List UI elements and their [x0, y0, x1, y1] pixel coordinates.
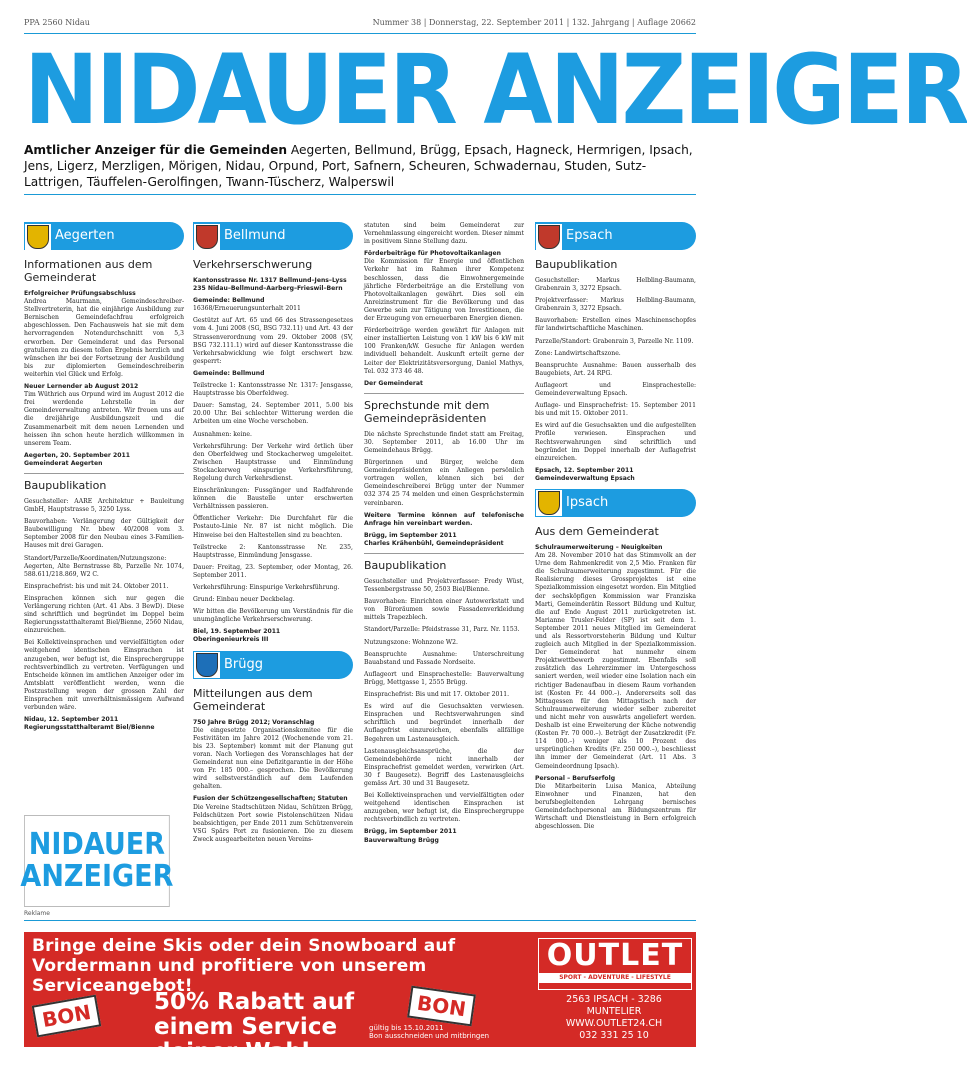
para: Teilstrecke 2: Kantonsstrasse Nr. 235, Hauptstrasse, Einmündung Jensgasse.	[193, 543, 353, 559]
para: Gesuchsteller: AARE Architektur + Bauleitung GmbH, Hauptstrasse 5, 3250 Lyss.	[24, 497, 184, 514]
para: Bei Kollektiveinsprachen und vervielfältigten oder weitgehend identischen Einsprachen ist anzugeben, wer befugt ist, die Einsprechergruppe rechtsverbindlich zu vertreten. Verfügungen und Entscheide können im amtlichen Anzeiger oder im Amtsblatt veröffentlicht werden, wenn die Postzustellung wegen der grossen Zahl der Einsprachen mit unverhältnismässigem Aufwand verbunden wäre.	[24, 639, 184, 712]
para-head: Förderbeiträge für Photovoltaikanlagen	[364, 250, 501, 258]
para: Einschränkungen: Fussgänger und Radfahrende können die Baustelle unter erschwerten Verhältnissen passieren.	[193, 487, 353, 511]
section-title: Baupublikation	[364, 559, 447, 572]
column-epsach	[535, 222, 696, 835]
signature: Gemeindeverwaltung Epsach	[535, 474, 635, 482]
signature: Epsach, 12. September 2011	[535, 466, 634, 474]
para-head: Schulraumerweiterung – Neuigkeiten	[535, 543, 663, 551]
banner-headline: Bringe deine Skis oder dein Snowboard auf Vordermann und profitiere von unserem Serviceangebot!	[32, 936, 456, 996]
outlet-tagline: SPORT - ADVENTURE - LIFESTYLE	[539, 973, 691, 983]
aegerten-crest-icon	[25, 224, 51, 250]
para: Teilstrecke 1: Kantonsstrasse Nr. 1317: Jensgasse, Hauptstrasse bis Oberfeldweg.	[193, 382, 353, 398]
outlet-website: WWW.OUTLET24.CH	[565, 1018, 663, 1029]
para: Einsprachefrist: Bis und mit 17. Oktober 2011.	[364, 691, 510, 699]
muni-name: Ipsach	[566, 494, 609, 510]
para: Zone: Landwirtschaftszone.	[535, 349, 621, 357]
para: Projektverfasser: Markus Helbling-Baumann, Grabenrain 3, 3272 Epsach.	[535, 297, 696, 313]
para-head: 750 Jahre Brügg 2012; Voranschlag	[193, 718, 315, 726]
para: Dauer: Samstag, 24. September 2011, 5.00 bis 20.00 Uhr. Bei schlechter Witterung werden die Arbeiten um eine Woche verschoben.	[193, 402, 353, 426]
para: statuten sind beim Gemeinderat zur Vernehmlassung eingereicht worden. Dieser nimmt in positivem Sinne Stellung dazu.	[364, 222, 524, 246]
section-title: Baupublikation	[24, 478, 107, 492]
para: Tim Wüthrich aus Orpund wird im August 2012 die frei werdende Lehrstelle in der Gemeindeverwaltung antreten. Wir freuen uns auf die dreijährige Ausbildungszeit und die Zusammenarbeit mit dem neuen Lernenden und heissen ihn schon heute herzlich willkommen in unserem Team.	[24, 391, 184, 447]
muni-header-aegerten	[24, 222, 184, 250]
outlet-phone: 032 331 25 10	[579, 1030, 649, 1041]
reklame-label: Reklame	[24, 910, 50, 917]
column-bellmund	[193, 222, 353, 848]
top-bar-left: PPA 2560 Nidau	[24, 18, 90, 27]
para: Bauvorhaben: Erstellen eines Maschinenschopfes für landwirtschaftliche Maschinen.	[535, 317, 696, 333]
para: Bei Kollektiveinsprachen und vervielfältigten oder weitgehend identischen Einsprachen ist anzugeben, wer befugt ist, die Einsprechergruppe rechtsverbindlich zu vertreten.	[364, 792, 524, 824]
subtitle-rest: Aegerten, Bellmund, Brügg, Epsach, Hagneck, Hermrigen, Ipsach, Jens, Ligerz, Merzligen, Mörigen, Nidau, Orpund, Port, Safnern, Scheuren, Schwadernau, Studen, Sutz-Lattrigen, Täuffelen-Gerolfingen, Twann-Tüscherz, Walperswil	[24, 143, 693, 189]
outlet-address-line: 2563 IPSACH - 3286 MUNTELIER	[566, 994, 662, 1017]
house-ad	[20, 815, 174, 907]
para: Weitere Termine können auf telefonische Anfrage hin vereinbart werden.	[364, 511, 524, 527]
muni-header-bruegg	[193, 651, 353, 679]
signature: Bauverwaltung Brügg	[364, 836, 439, 844]
outlet-banner-ad[interactable]	[24, 932, 696, 1065]
subtitle-bold: Amtlicher Anzeiger für die Gemeinden	[24, 143, 288, 157]
para: Die Mitarbeiterin Luisa Manica, Abteilung Einwohner und Finanzen, hat den berufsbegleitenden Lehrgang bernisches Gemeindefachpersonal am Bildungszentrum für Wirtschaft und Dienstleistung in Bern erfolgreich abgeschlossen. Die	[535, 782, 696, 831]
section-title: Verkehrserschwerung	[193, 258, 313, 271]
para: 16368/Erneuerungsunterhalt 2011	[193, 305, 301, 313]
para: Dauer: Freitag, 23. September, oder Montag, 26. September 2011.	[193, 563, 353, 579]
section-title: Informationen aus dem Gemeinderat	[24, 258, 153, 284]
signature: Charles Krähenbühl, Gemeindepräsident	[364, 539, 504, 547]
muni-header-ipsach	[535, 489, 696, 517]
para: Förderbeiträge werden gewährt für Anlagen mit einer installierten Leistung von 1 kW bis 6 kW mit 100 Franken/kW. Gesuche für Anlagen werden individuell behandelt. Auskunft erteilt gerne der Leiter der Elektrizitätsversorgung, Daniel Mathys, Tel. 032 373 46 48.	[364, 327, 524, 375]
subtitle	[24, 142, 696, 190]
para: Bauvorhaben: Einrichten einer Autowerkstatt und von Büroräumen sowie Fassadenverkleidung mittels Trapezblech.	[364, 598, 524, 622]
para: Es wird auf die Gesuchsakten verwiesen. Einsprachen und Rechtsverwahrungen sind schriftlich und begründet innerhalb der Auflagefrist einzureichen, ebenfalls allfällige Begehren um Lastenausgleich.	[364, 703, 524, 743]
para: Auflageort und Einsprachestelle: Bauverwaltung Brügg, Mettgasse 1, 2555 Brügg.	[364, 670, 524, 686]
para: Gemeinde: Bellmund	[193, 369, 265, 377]
muni-header-bellmund	[193, 222, 353, 250]
signature: Der Gemeinderat	[364, 379, 423, 387]
para-head: Fusion der Schützengesellschaften; Statuten	[193, 795, 348, 803]
para: Verkehrsführung: Einspurige Verkehrsführung.	[193, 584, 340, 591]
para: Einsprachen können sich nur gegen die Verlängerung richten (Art. 41 Abs. 3 BewD). Diese sind schriftlich und begründet im Doppel beim Regierungsstatthalteramt Biel/Bienne, 2560 Nidau, einzureichen.	[24, 594, 184, 635]
bellmund-crest-icon	[194, 224, 220, 250]
muni-name: Brügg	[224, 656, 264, 672]
signature: Gemeinderat Aegerten	[24, 459, 103, 467]
para: Die eingesetzte Organisationskomitee für die Festivitäten im Jahre 2012 (Wochenende vom 21. bis 23. September) kommt mit der Planung gut voran. Nach Vorliegen des Voranschlages hat der Gemeinderat nun eine Defizitgarantie in der Höhe von Fr. 185 000.– gesprochen. Die Bevölkerung wird selbstverständlich auf dem Laufenden gehalten.	[193, 726, 353, 791]
para: Grund: Einbau neuer Deckbelag.	[193, 596, 295, 604]
section-title: Aus dem Gemeinderat	[535, 524, 659, 538]
para-head: Neuer Lernender ab August 2012	[24, 383, 139, 391]
para: Die Kommission für Energie und öffentlichen Verkehr hat im Rahmen ihrer Kompetenz beschlossen, dass die Einwohnergemeinde jährliche Förderbeiträge an die Erstellung von Photovoltaikanlagen gewährt. Dies soll ein Anreizinstrument für die Bevölkerung und das Gewerbe sein zur Tätigung von Investitionen, die der Erzeugung von erneuerbaren Energien dienen.	[364, 258, 524, 323]
para-head: Erfolgreicher Prüfungsabschluss	[24, 290, 136, 297]
para: Gemeinde: Bellmund	[193, 297, 265, 305]
validity-note: Bon ausschneiden und mitbringen	[369, 1032, 490, 1040]
para: Gesuchsteller und Projektverfasser: Fredy Wüst, Tessenbergstrasse 50, 2503 Biel/Bienne.	[364, 578, 524, 594]
section-title: Baupublikation	[535, 258, 618, 271]
muni-header-epsach	[535, 222, 696, 250]
muni-name: Bellmund	[224, 228, 286, 243]
para: Kantonsstrasse Nr. 1317 Bellmund–Jens–Lyss	[193, 277, 347, 284]
signature: Nidau, 12. September 2011	[24, 716, 119, 724]
banner-offer: 50% Rabatt auf einem Service deiner Wahl	[154, 989, 355, 1065]
para: 235 Nidau–Bellmund–Aarberg–Frieswil–Bern	[193, 285, 343, 293]
section-title: Sprechstunde mit dem Gemeindepräsidenten	[364, 398, 490, 425]
para: Die Vereine Stadtschützen Nidau, Schützen Brügg, Feldschützen Port sowie Pistolenschützen Nidau beabsichtigen, per Ende 2011 zum Schützenverein VSG Spärs Port zu fusionieren. Die zu diesem Zweck ausgearbeiteten neuen Vereins-	[193, 803, 353, 843]
divider	[364, 553, 524, 554]
banner-validity	[369, 1024, 489, 1040]
signature: Oberingenieurkreis III	[193, 636, 269, 644]
para: Beanspruchte Ausnahme: Bauen ausserhalb des Baugebiets, Art. 24 RPG.	[535, 361, 696, 377]
ad-rule	[24, 920, 696, 921]
para: Gestützt auf Art. 65 und 66 des Strassengesetzes vom 4. Juni 2008 (SG, BSG 732.11) und Art. 43 der Strassenverordnung vom 29. Oktober 2008 (SV, BSG 732.111.1) wird auf dieser Kantonsstrasse die Verkehrsabwicklung wie folgt erschwert bzw. gesperrt:	[193, 317, 353, 365]
para: Gesuchsteller: Markus Helbling-Baumann, Grabenrain 3, 3272 Epsach.	[535, 277, 696, 293]
bon-stamp: BON	[407, 986, 476, 1027]
para: Nutzungszone: Wohnzone W2.	[364, 638, 458, 646]
house-ad-line2: ANZEIGER	[20, 859, 174, 894]
masthead: NIDAUER ANZEIGER	[24, 34, 967, 146]
signature: Biel, 19. September 2011	[193, 628, 281, 636]
para: Am 28. November 2010 hat das Stimmvolk an der Urne dem Rahmenkredit von 2,5 Mio. Franken für die Schulraumerweiterung zugestimmt. Für die Realisierung dieses Grossprojektes ist eine Spezialkommission eingesetzt worden. Ein Mitglied der sechsköpfigen Kommission war Franziska Marti, Gemeinderätin Ressort Bildung und Kultur, die auf Ende August 2011 zurückgetreten ist. Marianne Trusler-Felder (SP) ist seit dem 1. September 2011 neues Mitglied im Gemeinderat und als Ressortvorsteherin Bildung und Kultur zugleich auch Mitglied in der Spezialkommission. Der Gemeinderat hat nunmehr einem Projektwettbewerb zugestimmt. Ebenfalls soll zusätzlich das Lehrerzimmer im Untergeschoss saniert werden, weil wieder eine Isolation nach ein richtiger Badenaufbau in diesem Raum vorhanden ist (Kosten Fr. 44 000.–). Andererseits soll das Mittagessen für den Mittagstisch nach der Schulraumerweiterung wieder selber zubereitet und nicht mehr von auswärts angeliefert werden. Deshalb ist eine Erweiterung der Küche notwendig (Kosten Fr. 70 000.–). Beträgt der Zusatzkredit (Fr. 114 000.–) weniger als 10 Prozent des ursprünglichen Kredits (Fr. 250 000.–), beschliesst ihn immer der Gemeinderat (Art. 11 Abs. 3 Gemeindeordnung Ipsach).	[535, 552, 696, 770]
para: Ausnahmen: keine.	[193, 430, 252, 438]
para: Andrea Maurmann, Gemeindeschreiber-Stellvertreterin, hat die einjährige Ausbildung zur Bernischen Gemeindefachfrau erfolgreich abgeschlossen. Den Fachausweis hat sie mit dem hervorragenden Notendurchschnitt von 5,3 erworben. Der Gemeinderat und das Personal gratulieren zu diesem tollen Ergebnis herzlich und wünschen ihr bei der Fortsetzung der Ausbildung bis zur diplomierten Gemeindeschreiberin weiterhin viel Glück und Erfolg.	[24, 298, 184, 378]
muni-name: Epsach	[566, 228, 613, 243]
signature: Brügg, im September 2011	[364, 828, 457, 836]
signature: Aegerten, 20. September 2011	[24, 451, 130, 459]
para: Bauvorhaben: Verlängerung der Gültigkeit der Baubewilligung Nr. bbew 40/2008 vom 3. September 2008 für den Neubau eines 3-Familien-Hauses mit drei Garagen.	[24, 518, 184, 550]
outlet-address	[538, 994, 690, 1042]
para: Öffentlicher Verkehr: Die Durchfahrt für die Postauto-Linie Nr. 87 ist nicht möglich. Die Hinweise bei den Haltestellen sind zu beachten.	[193, 515, 353, 539]
column-bruegg-cont	[364, 222, 524, 849]
para: Beanspruchte Ausnahme: Unterschreitung Bauabstand und Fassade Nordseite.	[364, 650, 524, 666]
para: Standort/Parzelle/Koordinaten/Nutzungszone: Aegerten, Alte Bernstrasse 8b, Parzelle Nr. 1074, 588.611/218.869, W2 C.	[24, 554, 184, 578]
top-bar-right: Nummer 38 | Donnerstag, 22. September 2011 | 132. Jahrgang | Auflage 20662	[372, 18, 696, 27]
para: Es wird auf die Gesuchsakten und die aufgestellten Profile verwiesen. Einsprachen und Rechtsverwahrungen sind schriftlich und begründet im Doppel innerhalb der Auflagefrist einzureichen.	[535, 422, 696, 462]
outlet-logo-text: OUTLET	[546, 938, 684, 973]
subtitle-rule	[24, 194, 696, 195]
column-aegerten	[24, 222, 184, 736]
signature: Regierungsstatthalteramt Biel/Bienne	[24, 724, 155, 732]
validity-date: gültig bis 15.10.2011	[369, 1024, 444, 1032]
para: Wir bitten die Bevölkerung um Verständnis für die unumgängliche Verkehrserschwerung.	[193, 608, 353, 624]
divider	[364, 393, 524, 394]
para: Bürgerinnen und Bürger, welche dem Gemeindepräsidenten ein Anliegen persönlich vortragen wollen, können sich bei der Gemeindeschreiberei Brügg unter der Nummer 032 374 25 74 melden und einen Gesprächstermin vereinbaren.	[364, 459, 524, 507]
para: Die nächste Sprechstunde findet statt am Freitag, 30. September 2011, ab 16.00 Uhr im Gemeindehaus Brügg.	[364, 430, 524, 454]
bruegg-crest-icon	[194, 652, 220, 678]
epsach-crest-icon	[536, 224, 562, 250]
para: Auflageort und Einsprachestelle: Gemeindeverwaltung Epsach.	[535, 381, 696, 398]
ipsach-crest-icon	[536, 490, 562, 516]
para: Einsprachefrist: bis und mit 24. Oktober 2011.	[24, 582, 169, 590]
para: Lastenausgleichsansprüche, die der Gemeindebehörde nicht innerhalb der Einsprachefrist gemeldet werden, verwirken (Art. 30 f Baugesetz). Begriff des Lastenausgleichs gemäss Art. 30 und 31 Baugesetz.	[364, 747, 524, 787]
top-bar	[24, 18, 696, 27]
section-title: Mitteilungen aus dem Gemeinderat	[193, 686, 313, 713]
house-ad-line1: NIDAUER	[28, 827, 166, 862]
para: Auflage- und Einsprachefrist: 15. September 2011 bis und mit 15. Oktober 2011.	[535, 402, 696, 418]
muni-name: Aegerten	[55, 228, 115, 243]
para: Verkehrsführung: Der Verkehr wird örtlich über den Oberfeldweg und Stockacherweg umgeleitet. Zwischen Hauptstrasse und Einmündung Stockackerweg einspurige Verkehrsführung, Regelung durch Verkehrsdienst.	[193, 442, 353, 482]
para: Parzelle/Standort: Grabenrain 3, Parzelle Nr. 1109.	[535, 337, 694, 345]
signature: Brügg, im September 2011	[364, 531, 457, 539]
para-head: Personal – Berufserfolg	[535, 774, 616, 782]
divider	[24, 473, 184, 474]
bon-stamp: BON	[32, 995, 102, 1038]
outlet-logo	[538, 938, 692, 990]
para: Standort/Parzelle: Pfeidstrasse 31, Parz. Nr. 1153.	[364, 626, 520, 634]
